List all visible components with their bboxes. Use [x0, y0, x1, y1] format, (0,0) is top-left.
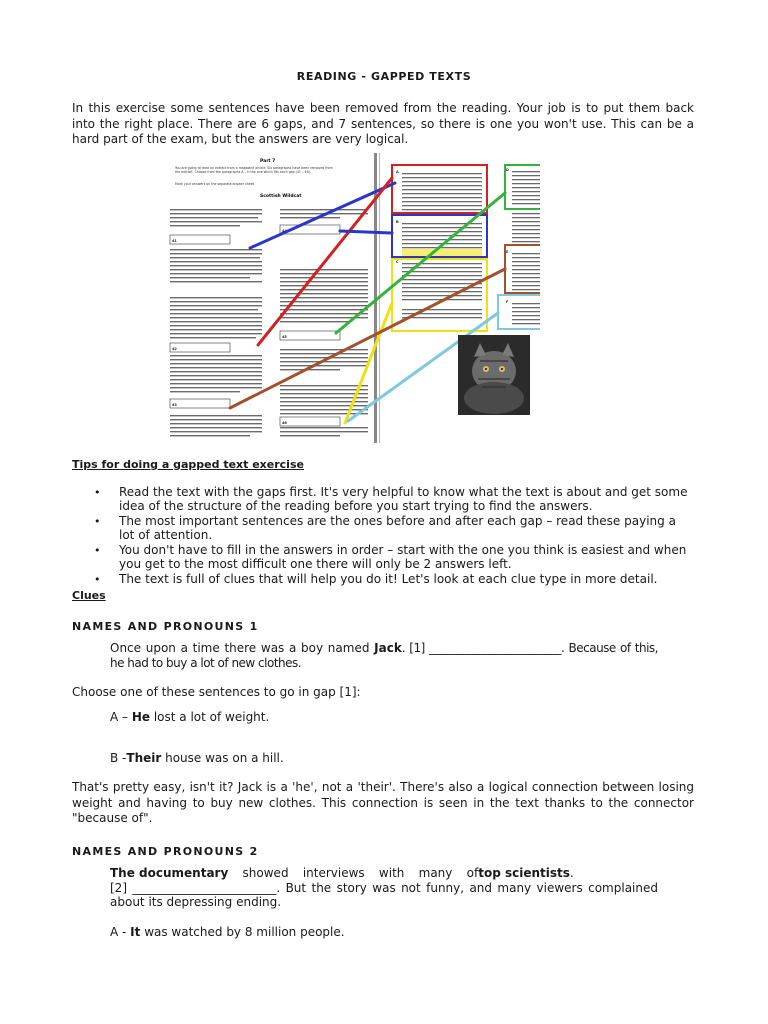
gap-label: 44	[282, 229, 287, 233]
page-title: READING - GAPPED TEXTS	[296, 70, 472, 83]
section2-example: The documentary showed interviews with many oftop scientists. [2] ________________________. But the story was not funny, and many viewers complained about its depressing ending.	[110, 866, 658, 909]
gap-label: 45	[282, 335, 287, 339]
exam-part-label: Part 7	[260, 159, 276, 164]
option-letter: F	[506, 300, 509, 304]
list-item: • You don't have to fill in the answers in order – start with the one you think is easiest and when you get to the most difficult one there will only be 2 answers left.	[94, 543, 687, 571]
section2-heading: NAMES AND PRONOUNS 2	[72, 845, 259, 858]
option-letter: A	[396, 170, 399, 174]
exam-instruction: Mark your answers on the separate answer sheet.	[175, 182, 255, 186]
section1-example: Once upon a time there was a boy named Jack. [1] ________________________. Because of this, he had to buy a lot of new clothes.	[110, 641, 658, 670]
exam-article-title: Scottish Wildcat	[260, 194, 302, 199]
gap-label: 46	[282, 421, 287, 425]
option-letter: C	[396, 260, 399, 264]
option-letter: B	[396, 220, 399, 224]
option-letter: D	[506, 168, 509, 172]
tips-heading: Tips for doing a gapped text exercise	[72, 458, 304, 471]
tips-list	[72, 486, 694, 589]
exam-intro-text: You are going to read an extract from a magazine article. Six paragraphs have been removed from the extract. Choose from the paragraphs A – H the one which fits each gap (41 – 46).	[175, 166, 333, 174]
gap-label: 43	[172, 403, 177, 407]
list-item: • The most important sentences are the ones before and after each gap – read these paying a lot of attention.	[94, 514, 676, 542]
list-item: • Read the text with the gaps first. It's very helpful to know what the text is about and get some idea of the structure of the reading before you start trying to find the answers.	[94, 485, 688, 513]
wildcat-photo	[458, 335, 530, 415]
gap-label: 42	[172, 347, 177, 351]
list-item: • The text is full of clues that will help you do it! Let's look at each clue type in more detail.	[94, 572, 658, 586]
gap-label: 41	[172, 239, 177, 243]
section2-option-a: A - It was watched by 8 million people.	[110, 925, 345, 939]
section1-option-b: B -Their house was on a hill.	[110, 751, 284, 765]
section1-explanation: That's pretty easy, isn't it? Jack is a 'he', not a 'their'. There's also a logical connection between losing weight and having to buy new clothes. This connection is seen in the text thanks to the connector "because of".	[72, 780, 694, 825]
intro-paragraph: In this exercise some sentences have been removed from the reading. Your job is to put them back into the right place. There are 6 gaps, and 7 sentences, so there is one you won't use. This can be a hard part of the exam, but the answers are very logical.	[72, 101, 694, 146]
section1-option-a: A – He lost a lot of weight.	[110, 710, 270, 724]
section1-heading: NAMES AND PRONOUNS 1	[72, 620, 259, 633]
section1-question: Choose one of these sentences to go in gap [1]:	[72, 685, 361, 699]
option-letter: E	[506, 250, 509, 254]
clues-heading: Clues	[72, 589, 106, 602]
exam-illustration	[140, 153, 540, 443]
